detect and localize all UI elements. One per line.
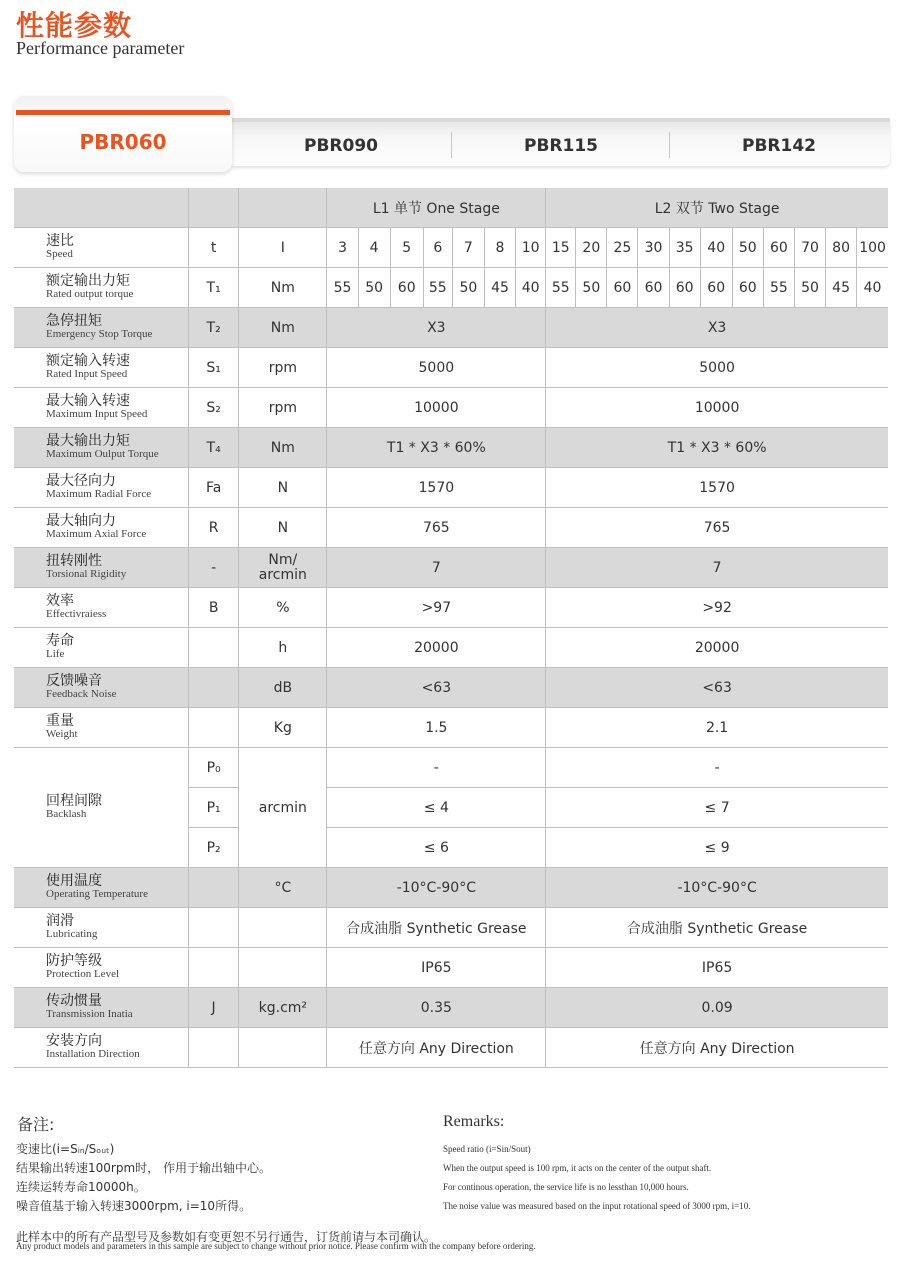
table-cell: 6 [423, 228, 452, 268]
table-cell: 1.5 [327, 708, 546, 748]
remark-line: Speed ratio (i=Sin/Sout) [443, 1144, 531, 1154]
param-en: Torsional Rigidity [46, 567, 127, 580]
param-en: Rated output torque [46, 287, 134, 300]
table-cell: 7 [327, 548, 546, 588]
table-cell: 60 [700, 268, 732, 308]
param-en: Effectivraiess [46, 607, 107, 620]
param-cn: 额定输入转速 [46, 352, 130, 369]
stage1-header: L1 单节 One Stage [327, 188, 546, 228]
table-cell: 55 [423, 268, 452, 308]
table-cell: 55 [327, 268, 358, 308]
param-cn: 最大轴向力 [46, 512, 116, 529]
param-unit: Nm [239, 308, 327, 348]
param-cn: 效率 [46, 592, 74, 609]
table-cell: X3 [327, 308, 546, 348]
table-cell: 10 [516, 228, 546, 268]
remark-line: The noise value was measured based on the input rotational speed of 3000 rpm, i=10. [443, 1201, 751, 1211]
table-cell: 40 [857, 268, 888, 308]
table-cell: 70 [794, 228, 825, 268]
table-row [14, 908, 888, 948]
table-cell: 1570 [546, 468, 888, 508]
table-cell: 0.09 [546, 988, 888, 1028]
param-symbol [189, 708, 239, 748]
param-en: Maximum Axial Force [46, 527, 147, 540]
param-symbol: J [189, 988, 239, 1028]
param-unit: h [239, 628, 327, 668]
param-symbol: T₁ [189, 268, 239, 308]
param-cn: 速比 [46, 232, 74, 249]
remark-line: 噪音值基于输入转速3000rpm, i=10所得。 [16, 1199, 252, 1213]
table-cell: 50 [576, 268, 607, 308]
param-symbol: P₂ [189, 828, 239, 868]
table-cell: 40 [700, 228, 732, 268]
table-cell: 60 [390, 268, 423, 308]
table-row [14, 868, 888, 908]
tab-pbr060[interactable] [14, 96, 232, 172]
param-symbol [189, 628, 239, 668]
param-unit: Nm/ arcmin [239, 548, 327, 588]
table-cell: 35 [669, 228, 700, 268]
param-unit: rpm [239, 388, 327, 428]
table-row [14, 228, 888, 268]
remark-line: When the output speed is 100 rpm, it acts on the center of the output shaft. [443, 1163, 712, 1173]
param-symbol [189, 668, 239, 708]
table-cell: -10°C-90°C [546, 868, 888, 908]
table-row [14, 468, 888, 508]
param-cn: 寿命 [46, 632, 74, 649]
table-row [14, 1028, 888, 1068]
param-unit: % [239, 588, 327, 628]
param-cn: 使用温度 [46, 872, 102, 889]
table-cell: 55 [763, 268, 794, 308]
table-cell: -10°C-90°C [327, 868, 546, 908]
param-en: Weight [46, 727, 78, 740]
table-cell: 55 [546, 268, 576, 308]
table-cell: 20000 [546, 628, 888, 668]
table-cell: 765 [546, 508, 888, 548]
param-unit: Kg [239, 708, 327, 748]
table-cell: 100 [857, 228, 888, 268]
table-cell: 7 [546, 548, 888, 588]
param-unit [239, 1028, 327, 1068]
table-cell: 10000 [327, 388, 546, 428]
param-en: Transmission Inatia [46, 1007, 133, 1020]
param-cn: 最大输入转速 [46, 392, 130, 409]
param-cn: 额定输出力矩 [46, 272, 130, 289]
table-cell: 5 [390, 228, 423, 268]
param-unit: arcmin [239, 748, 327, 868]
table-cell: 2.1 [546, 708, 888, 748]
table-cell: 50 [452, 268, 484, 308]
param-en: Operating Temperature [46, 887, 148, 900]
active-tab-indicator [16, 110, 230, 115]
table-cell: - [327, 748, 546, 788]
table-row [14, 428, 888, 468]
remark-line: For continous operation, the service life is no lessthan 10,000 hours. [443, 1182, 689, 1192]
param-en: Speed [46, 247, 73, 260]
param-cn: 润滑 [46, 912, 74, 929]
table-cell: >92 [546, 588, 888, 628]
table-cell: 45 [484, 268, 515, 308]
remark-line: 变速比(i=Sᵢₙ/Sₒᵤₜ) [16, 1142, 115, 1156]
table-cell: 10000 [546, 388, 888, 428]
param-symbol: - [189, 548, 239, 588]
param-en: Maximum Input Speed [46, 407, 148, 420]
spec-table [14, 188, 888, 1068]
param-en: Lubricating [46, 927, 98, 940]
param-symbol: T₂ [189, 308, 239, 348]
table-cell: ≤ 9 [546, 828, 888, 868]
table-row [14, 628, 888, 668]
remarks-en-title: Remarks: [443, 1113, 505, 1130]
table-cell: 1570 [327, 468, 546, 508]
param-symbol [189, 868, 239, 908]
param-unit [239, 908, 327, 948]
param-unit: dB [239, 668, 327, 708]
param-cn: 传动惯量 [46, 992, 102, 1009]
remarks-en [443, 1140, 751, 1216]
table-cell: - [546, 748, 888, 788]
table-cell: <63 [546, 668, 888, 708]
table-cell: 任意方向 Any Direction [327, 1028, 546, 1068]
tab-pbr115[interactable]: PBR115 [524, 136, 598, 156]
param-unit: N [239, 508, 327, 548]
tab-pbr090[interactable]: PBR090 [304, 136, 378, 156]
tab-label: PBR060 [79, 130, 167, 154]
param-cn: 急停扭矩 [46, 312, 102, 329]
param-cn: 反馈噪音 [46, 672, 102, 689]
remark-line: 结果输出转速100rpm时， 作用于输出轴中心。 [16, 1161, 271, 1175]
table-cell: 60 [607, 268, 638, 308]
table-cell: 60 [732, 268, 763, 308]
table-cell: 合成油脂 Synthetic Grease [327, 908, 546, 948]
table-cell: 3 [327, 228, 358, 268]
param-symbol: S₂ [189, 388, 239, 428]
table-row [14, 308, 888, 348]
table-row [14, 508, 888, 548]
table-cell: 45 [826, 268, 857, 308]
param-en: Feedback Noise [46, 687, 117, 700]
table-cell: 30 [638, 228, 669, 268]
table-cell: 40 [516, 268, 546, 308]
table-cell: 50 [794, 268, 825, 308]
table-cell: 765 [327, 508, 546, 548]
param-cn: 回程间隙 [46, 792, 102, 809]
table-cell: 5000 [327, 348, 546, 388]
param-unit: kg.cm² [239, 988, 327, 1028]
param-symbol [189, 948, 239, 988]
page-title: 性能参数 [16, 9, 133, 42]
footer-note-en: Any product models and parameters in this sample are subject to change without prior notice. Please confirm with the company before ordering. [16, 1241, 536, 1251]
table-cell: <63 [327, 668, 546, 708]
param-en: Installation Direction [46, 1047, 140, 1060]
param-symbol [189, 1028, 239, 1068]
param-cn: 最大径向力 [46, 472, 116, 489]
table-row [14, 268, 888, 308]
param-en: Rated Input Speed [46, 367, 128, 380]
table-cell: 合成油脂 Synthetic Grease [546, 908, 888, 948]
table-cell: IP65 [546, 948, 888, 988]
page-subtitle: Performance parameter [16, 38, 185, 58]
table-cell: IP65 [327, 948, 546, 988]
table-row [14, 388, 888, 428]
table-cell: 25 [607, 228, 638, 268]
tab-pbr142[interactable]: PBR142 [742, 136, 816, 156]
param-cn: 扭转刚性 [46, 552, 102, 569]
table-cell: ≤ 7 [546, 788, 888, 828]
param-cn: 重量 [46, 712, 74, 729]
table-cell: 50 [358, 268, 390, 308]
table-header-row [14, 188, 888, 228]
table-cell: T1 * X3 * 60% [546, 428, 888, 468]
table-cell: 8 [484, 228, 515, 268]
table-cell: 60 [669, 268, 700, 308]
param-symbol: t [189, 228, 239, 268]
table-row [14, 548, 888, 588]
stage2-header: L2 双节 Two Stage [546, 188, 888, 228]
table-row [14, 588, 888, 628]
param-en: Maximum Oulput Torque [46, 447, 159, 460]
param-unit: I [239, 228, 327, 268]
table-cell: 0.35 [327, 988, 546, 1028]
param-cn: 防护等级 [46, 952, 102, 969]
param-en: Maximum Radial Force [46, 487, 152, 500]
param-unit: Nm [239, 428, 327, 468]
table-cell: 15 [546, 228, 576, 268]
table-cell: 20000 [327, 628, 546, 668]
table-cell: 60 [763, 228, 794, 268]
table-cell: 7 [452, 228, 484, 268]
table-cell: 50 [732, 228, 763, 268]
param-unit [239, 948, 327, 988]
param-en: Emergency Stop Torque [46, 327, 153, 340]
table-row [14, 348, 888, 388]
table-cell: X3 [546, 308, 888, 348]
table-cell: 20 [576, 228, 607, 268]
table-row [14, 748, 888, 788]
param-cn: 安装方向 [46, 1032, 102, 1049]
table-cell: T1 * X3 * 60% [327, 428, 546, 468]
table-row [14, 708, 888, 748]
param-symbol: R [189, 508, 239, 548]
table-row [14, 988, 888, 1028]
param-cn: 最大输出力矩 [46, 432, 130, 449]
remarks-cn [16, 1140, 271, 1216]
param-unit: N [239, 468, 327, 508]
table-cell: 60 [638, 268, 669, 308]
param-symbol: S₁ [189, 348, 239, 388]
table-row [14, 668, 888, 708]
table-cell: 任意方向 Any Direction [546, 1028, 888, 1068]
table-cell: 80 [826, 228, 857, 268]
param-symbol: P₀ [189, 748, 239, 788]
table-cell: >97 [327, 588, 546, 628]
remarks-cn-title: 备注: [17, 1115, 55, 1134]
param-en: Protection Level [46, 967, 120, 980]
table-row [14, 948, 888, 988]
remark-line: 连续运转寿命10000h。 [16, 1180, 146, 1194]
table-cell: ≤ 4 [327, 788, 546, 828]
model-tabs [14, 96, 890, 172]
param-unit: rpm [239, 348, 327, 388]
param-symbol: Fa [189, 468, 239, 508]
param-en: Life [46, 647, 65, 660]
param-unit: °C [239, 868, 327, 908]
table-cell: 5000 [546, 348, 888, 388]
table-cell: 4 [358, 228, 390, 268]
param-en: Backlash [46, 807, 87, 820]
param-symbol: P₁ [189, 788, 239, 828]
param-unit: Nm [239, 268, 327, 308]
table-cell: ≤ 6 [327, 828, 546, 868]
param-symbol: B [189, 588, 239, 628]
param-symbol [189, 908, 239, 948]
param-symbol: T₄ [189, 428, 239, 468]
footer-note-cn: 此样本中的所有产品型号及参数如有变更恕不另行通告，订货前请与本司确认。 [16, 1230, 437, 1244]
